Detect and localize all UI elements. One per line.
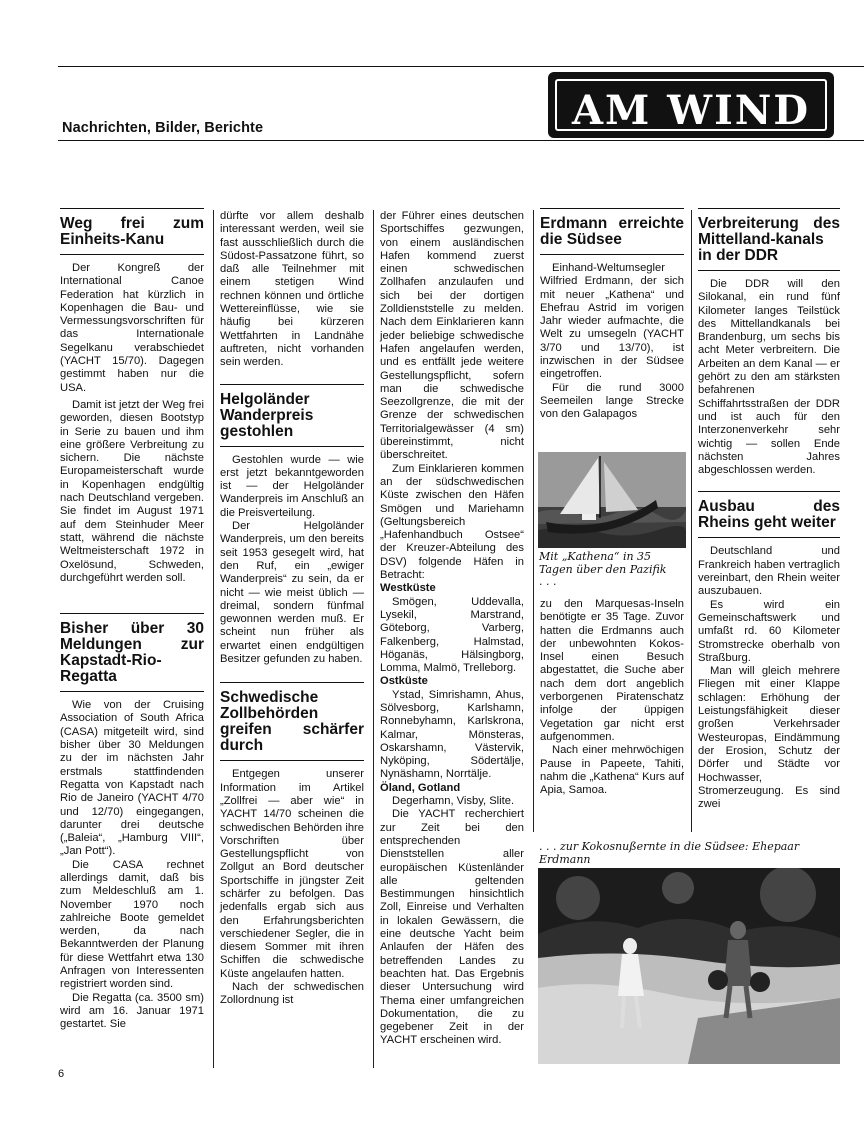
column-divider-2 xyxy=(373,210,374,1068)
headline-rhein: Ausbau des Rheins geht weiter xyxy=(698,498,840,532)
article-paragraph: Deutschland und Frankreich haben vertraglich vereinbart, den Rhein weiter auszubauen. xyxy=(698,545,840,598)
headline-mittellandkanal: Verbreiterung des Mittelland-kanals in der DDR xyxy=(698,215,840,264)
article-paragraph: Wie von der Cruising Association of South Africa (CASA) mitgeteilt wird, sind bisher über 30 Meldungen zu der im nächsten Jahr erstmals stattfindenden Regatta von Kapstadt nach Rio de Janeiro (YACHT 4/70 und 12/70) eingegangen, darunter drei deutsche („Baleia“, „Hamburg VIII“, „Jan Pott“). xyxy=(60,699,204,858)
headline-rule xyxy=(220,446,364,447)
column-2 xyxy=(220,210,364,1008)
column-divider-3 xyxy=(533,210,534,832)
section-title: Nachrichten, Bilder, Berichte xyxy=(62,120,264,136)
article-paragraph: Entgegen unserer Information im Artikel „Zollfrei — aber wie“ in YACHT 14/70 scheinen die schwedischen Behörden ihre Vorschriften über Gestellungspflicht von Zollgut an Bord deutscher Sportschiffe in jüngster Zeit schärfer zu befolgen. Das jedenfalls ergab sich aus den Erfahrungsberichten verschiedener Segler, die in diesem Sommer mit ihren Schiffen die schwedische Küste angelaufen hatten. xyxy=(220,768,364,980)
headline-rule xyxy=(698,491,840,492)
port-list: Smögen, Uddevalla, Lysekil, Marstrand, Göteborg, Varberg, Falkenberg, Halmstad, Höganäs, Hälsingborg, Lomma, Malmö, Trelleborg. xyxy=(380,595,524,675)
article-paragraph: dürfte vor allem deshalb interessant werden, weil sie fast ausschließlich durch die Südost-Passatzone führt, so daß alle Teilnehmer mit einem stetigen Wind rechnen können und örtliche Wettereinflüsse, wie sie häufig bei kürzeren Wettfahrten in Landnähe auftreten, nicht vorhanden sein werden. xyxy=(220,210,364,369)
article-paragraph: Gestohlen wurde — wie erst jetzt bekanntgeworden ist — der Helgoländer Wanderpreis im Anschluß an die Preisverteilung. xyxy=(220,453,364,519)
article-paragraph: Die Regatta (ca. 3500 sm) wird am 16. Januar 1971 gestartet. Sie xyxy=(60,991,204,1031)
banner-frame xyxy=(555,79,827,134)
erdmann-couple-photo xyxy=(538,868,840,1064)
headline-rule xyxy=(698,270,840,271)
article-paragraph: Zum Einklarieren kommen an der südschwedischen Küste zwischen den Häfen Smögen und Mariehamn (Geltungsbereich „Hafenhandbuch Ostsee“ der Kreuzer-Abteilung des DSV) folgende Häfen in Betracht: xyxy=(380,462,524,582)
article-paragraph: Die DDR will den Silokanal, ein rund fünf Kilometer langes Teilstück des Mittellandkanals bei Brandenburg, um sechs bis acht Meter verbreitern. Die Arbeiten an dem Kanal — er gehört zu den am stärksten befahrenen Schiffahrtsstraßen der DDR und ist auch für den Interzonenverkehr sehr wichtig — sollen Ende nächsten Jahres abgeschlossen werden. xyxy=(698,278,840,477)
column-4-continued xyxy=(540,598,684,797)
top-rule xyxy=(58,66,864,67)
subheading-ostkueste: Ostküste xyxy=(380,675,428,688)
article-paragraph: Der Kongreß der International Canoe Federation hat kürzlich in Kopenhagen die Bau- und Vermessungsvorschriften für das Internationale Segelkanu verabschiedet (YACHT 15/70). Dagegen gestimmt haben nur die USA. xyxy=(60,262,204,394)
headline-rule xyxy=(220,682,364,683)
kathena-sailboat-photo xyxy=(538,452,686,548)
article-paragraph: Nach der schwedischen Zollordnung ist xyxy=(220,981,364,1007)
column-5 xyxy=(698,208,840,811)
article-paragraph: Es wird ein Gemeinschaftswerk und umfaßt rd. 60 Kilometer Stromstrecke oberhalb von Straßburg. xyxy=(698,598,840,664)
headline-wanderpreis: Helgoländer Wanderpreis gestohlen xyxy=(220,390,314,440)
article-paragraph: Die CASA rechnet allerdings damit, daß bis zum Meldeschluß am 1. November 1970 noch zahlreiche Boote gemeldet werden, da nach Bekanntwerden der Planung für diese Wettfahrt etwa 130 Anfragen von Interessenten registriert worden sind. xyxy=(60,858,204,991)
article-paragraph: Man will gleich mehrere Fliegen mit einer Klappe schlagen: Erhöhung der Leistungsfähigkeit dieser großen Verkehrsader Westeuropas, Eindämmung der Erosion, Schutz der Dörfer und Städte vor Hochwasser, Stromerzeugung. Es sind zwei xyxy=(698,665,840,811)
column-divider-1 xyxy=(213,210,214,1068)
article-paragraph: zu den Marquesas-Inseln benötigte er 35 Tage. Zuvor hatten die Erdmanns auch der unbewohnten Kokos-Insel einen Besuch abgestattet, die Suche aber nach dem dort angeblich verborgenen Piratenschatz infolge der üppigen Vegetation gar nicht erst aufgenommen. xyxy=(540,598,684,743)
headline-rule xyxy=(60,613,204,614)
column-4 xyxy=(540,208,684,422)
column-3 xyxy=(380,210,524,1048)
photo1-caption: Mit „Kathena“ in 35 Tagen über den Pazifik . . . xyxy=(539,550,667,588)
headline-rule xyxy=(220,384,364,385)
sailboat-image xyxy=(538,452,686,548)
subheading-oeland-gotland: Öland, Gotland xyxy=(380,781,461,794)
headline-rule xyxy=(220,760,364,761)
port-list: Degerhamn, Visby, Slite. xyxy=(392,795,515,808)
headline-rule xyxy=(540,254,684,255)
headline-rule xyxy=(698,208,840,209)
headline-rule xyxy=(60,254,204,255)
column-1 xyxy=(60,208,204,1032)
page-number: 6 xyxy=(58,1068,65,1080)
am-wind-banner xyxy=(548,72,834,138)
article-paragraph: Damit ist jetzt der Weg frei geworden, diesen Bootstyp in Serie zu bauen und ihm eine größere Verbreitung zu sichern. Die nächste Europameisterschaft wurde in Kopenhagen endgültig nach Deutschland vergeben. Sie findet im August 1971 auf dem Steinhuder Meer statt, während die nächste Weltmeisterschaft 1972 in Oxelösund, Schweden, durchgeführt werden soll. xyxy=(60,398,204,584)
article-paragraph: Nach einer mehrwöchigen Pause in Papeete, Tahiti, nahm die „Kathena“ Kurs auf Apia, Samoa. xyxy=(540,744,684,797)
article-paragraph: Einhand-Weltumsegler Wilfried Erdmann, der sich mit neuer „Kathena“ und Ehefrau Astrid im vorigen Jahr wieder aufmachte, die Welt zu umsegeln (YACHT 3/70 und 13/70), ist inzwischen in der Südsee eingetroffen. xyxy=(540,262,684,381)
beach-image xyxy=(538,868,840,1064)
column-divider-4 xyxy=(691,210,692,832)
headline-zollbehoerden: Schwedische Zollbehörden greifen schärfer durch xyxy=(220,689,364,755)
headline-rule xyxy=(698,537,840,538)
headline-erdmann: Erdmann erreichte die Südsee xyxy=(540,215,684,248)
article-paragraph: Die YACHT recherchiert zur Zeit bei den entsprechenden Dienststellen aller europäischen Küstenländer alle geltenden Bestimmungen hinsichtlich Zoll, Einreise und Verhalten in lokalen Gewässern, die eine deutsche Yacht beim Anlaufen der Häfen des betreffenden Landes zu beachten hat. Das Ergebnis dieser Untersuchung wird Thema einer umfangreichen Dokumentation, die zu gegebener Zeit in der YACHT erscheinen wird. xyxy=(380,808,524,1047)
banner-title: AM WIND xyxy=(571,87,811,134)
headline-kapstadt-rio: Bisher über 30 Meldungen zur Kapstadt-Rio-Regatta xyxy=(60,620,204,686)
article-paragraph: der Führer eines deutschen Sportschiffes gezwungen, von einem ausländischen Hafen kommend zuerst einen schwedischen Zollhafen anzulaufen und sich bei der dortigen Zolldienststelle zu melden. Nach dem Einklarieren kann jeder beliebige schwedische Hafen angelaufen werden, und es entfällt jede weitere Gestellungspflicht, sofern man die schwedische Seezollgrenze, die mit der Grenze der schwedischen Territorialgewässer (4 sm) übereinstimmt, nicht überschreitet. xyxy=(380,210,524,462)
subheading-westkueste: Westküste xyxy=(380,582,436,595)
header-rule xyxy=(58,140,864,141)
headline-rule xyxy=(60,208,204,209)
article-paragraph: Für die rund 3000 Seemeilen lange Strecke von den Galapagos xyxy=(540,381,684,421)
headline-einheits-kanu: Weg frei zum Einheits-Kanu xyxy=(60,215,204,248)
headline-rule xyxy=(540,208,684,209)
port-list: Ystad, Simrishamn, Ahus, Sölvesborg, Karlshamn, Ronnebyhamn, Karlskrona, Kalmar, Mönsteras, Oskarshamn, Västervik, Nyköping, Södertälje, Nynäshamn, Norrtälje. xyxy=(380,688,524,781)
headline-rule xyxy=(60,691,204,692)
article-paragraph: Der Helgoländer Wanderpreis, um den bereits seit 1953 gesegelt wird, hat den Ruf, ein „ewiger Wanderpreis“ zu sein, da er nicht — wie meist üblich — dreimal, sondern fünfmal gewonnen werden muß. Er scheint nun früher als erwartet einen endgültigen Besitzer gefunden zu haben. xyxy=(220,520,364,666)
photo2-caption: . . . zur Kokosnußernte in die Südsee: Ehepaar Erdmann xyxy=(539,840,800,866)
